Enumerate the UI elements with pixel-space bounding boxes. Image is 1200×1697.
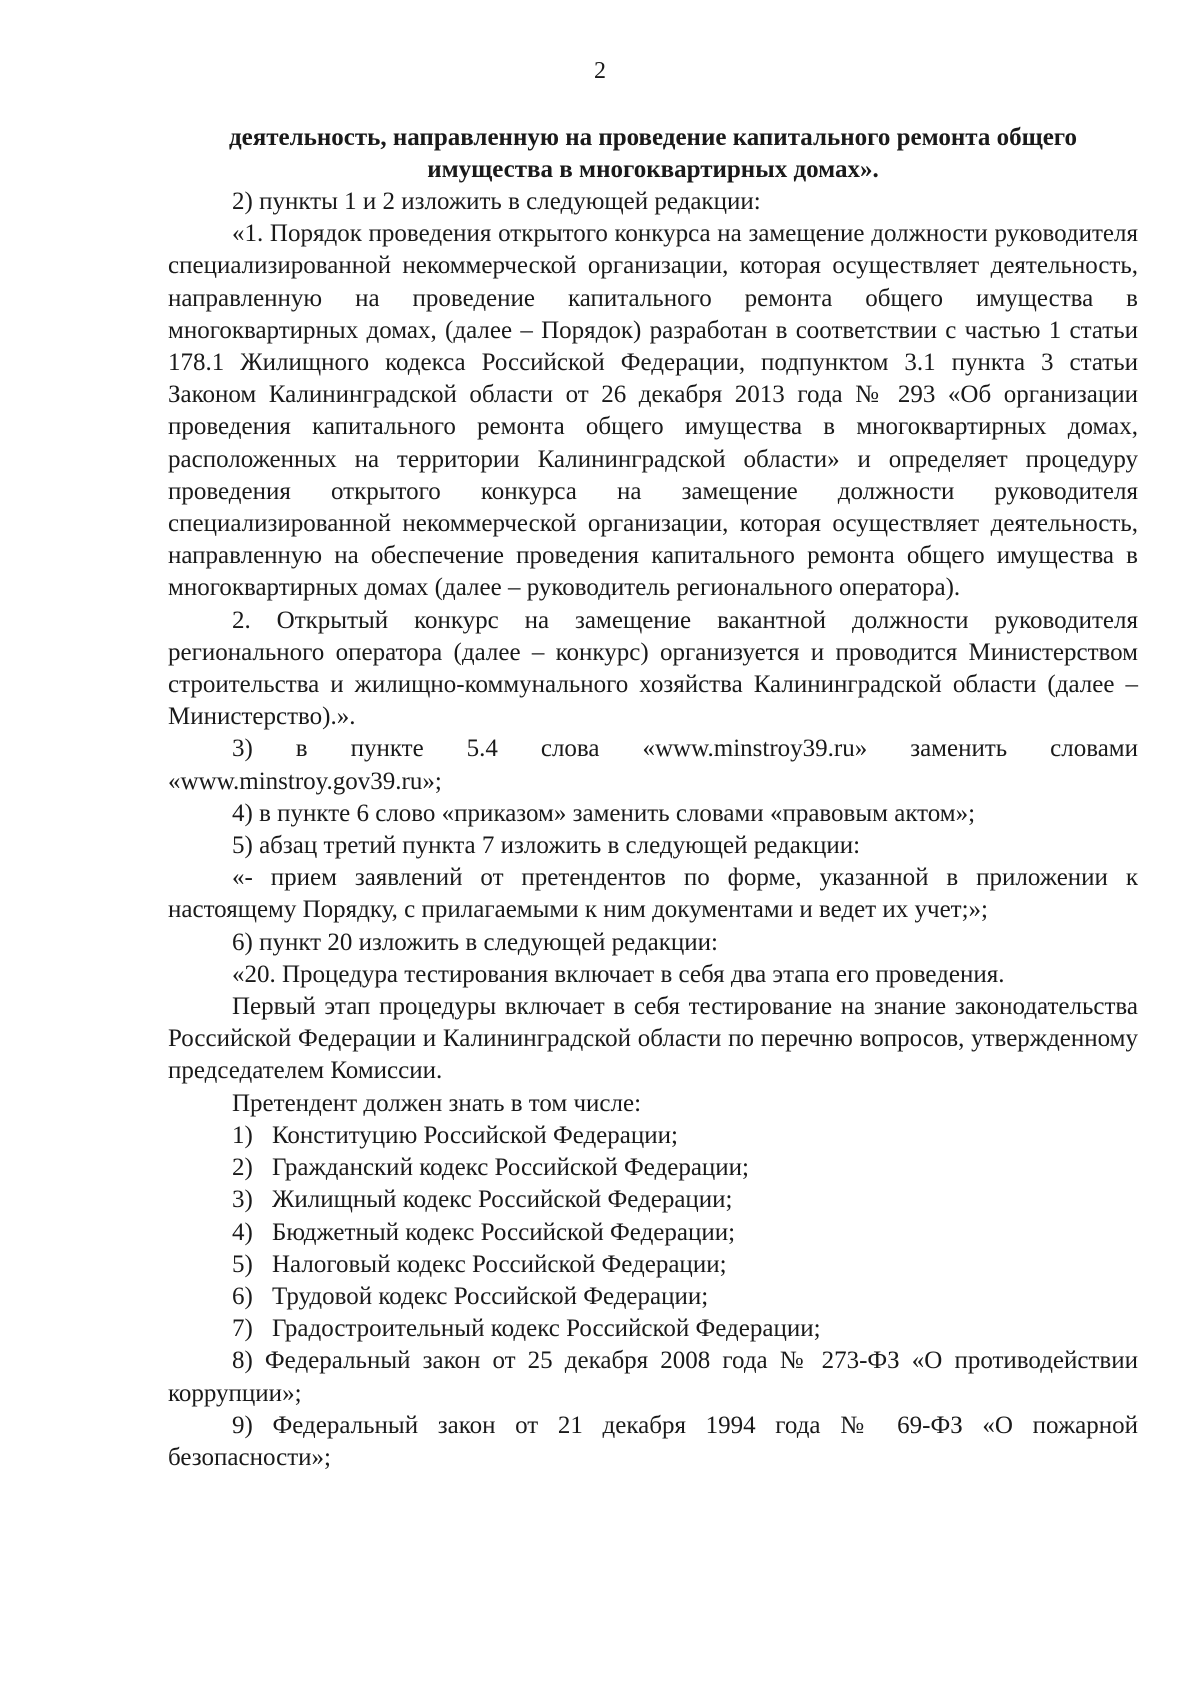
paragraph: 9) Федеральный закон от 21 декабря 1994 года № 69-ФЗ «О пожарной безопасности»; — [168, 1411, 1138, 1471]
list-item-text: Гражданский кодекс Российской Федерации; — [272, 1154, 750, 1182]
list-item — [168, 1249, 1138, 1281]
list-item-number: 4) — [232, 1218, 253, 1246]
list-item-number: 3) — [232, 1186, 253, 1214]
paragraph: 2) пункты 1 и 2 изложить в следующей редакции: — [232, 188, 761, 215]
paragraph: 5) абзац третий пункта 7 изложить в следующей редакции: — [232, 832, 861, 860]
list-item-number: 2) — [232, 1154, 253, 1182]
paragraph: «1. Порядок проведения открытого конкурса на замещение должности руководителя специализированной некоммерческой организации, которая осуществляет деятельность, направленную на проведение капитального ремонта общего имущества в многоквартирных домах, (далее – Порядок) разработан в соответствии с частью 1 статьи 178.1 Жилищного кодекса Российской Федерации, подпунктом 3.1 пункта 3 статьи Законом Калининградской области от 26 декабря 2013 года № 293 «Об организации проведения капитального ремонта общего имущества в многоквартирных домах, расположенных на территории Калининградской области» и определяет процедуру проведения открытого конкурса на замещение должности руководителя специализированной некоммерческой организации, которая осуществляет деятельность, направленную на обеспечение проведения капитального ремонта общего имущества в многоквартирных домах (далее – руководитель регионального оператора). — [168, 220, 1138, 602]
list-item-text: Налоговый кодекс Российской Федерации; — [272, 1250, 727, 1278]
list-item — [168, 1281, 1138, 1313]
paragraph: 6) пункт 20 изложить в следующей редакции: — [232, 928, 718, 956]
paragraph: 3) в пункте 5.4 слова «www.minstroy39.ru» заменить словами «www.minstroy.gov39.ru»; — [168, 735, 1138, 795]
list-item-number: 7) — [232, 1315, 253, 1343]
list-item-text: Бюджетный кодекс Российской Федерации; — [272, 1218, 736, 1246]
list-item — [168, 1217, 1138, 1249]
list-item-number: 6) — [232, 1282, 253, 1310]
list-item — [168, 1313, 1138, 1345]
list-item — [168, 1152, 1138, 1184]
list-item-text: Трудовой кодекс Российской Федерации; — [272, 1282, 709, 1310]
list-item — [168, 1120, 1138, 1152]
paragraph: 4) в пункте 6 слово «приказом» заменить словами «правовым актом»; — [232, 799, 976, 827]
paragraph: 8) Федеральный закон от 25 декабря 2008 года № 273-ФЗ «О противодействии коррупции»; — [168, 1347, 1138, 1407]
list-item-number: 5) — [232, 1250, 253, 1278]
continued-heading: деятельность, направленную на проведение капитального ремонта общего имущества в многоквартирных домах». — [228, 124, 1078, 183]
paragraph: «20. Процедура тестирования включает в себя два этапа его проведения. — [232, 960, 1005, 988]
paragraph: Первый этап процедуры включает в себя тестирование на знание законодательства Российской Федерации и Калининградской области по перечню вопросов, утвержденному председателем Комиссии. — [168, 993, 1138, 1085]
paragraph: «- прием заявлений от претендентов по форме, указанной в приложении к настоящему Порядку, с прилагаемыми к ним документами и ведет их учет;»; — [168, 864, 1138, 924]
list-item-text: Жилищный кодекс Российской Федерации; — [272, 1186, 733, 1214]
document-body — [168, 122, 1138, 1474]
page-number: 2 — [594, 58, 606, 84]
paragraph: Претендент должен знать в том числе: — [232, 1089, 642, 1117]
list-item-text: Градостроительный кодекс Российской Федерации; — [272, 1315, 821, 1343]
list-item-text: Конституцию Российской Федерации; — [272, 1121, 678, 1149]
list-item — [168, 1184, 1138, 1216]
paragraph: 2. Открытый конкурс на замещение вакантной должности руководителя регионального оператора (далее – конкурс) организуется и проводится Министерством строительства и жилищно-коммунального хозяйства Калининградской области (далее – Министерство).». — [168, 606, 1138, 731]
list-item-number: 1) — [232, 1121, 253, 1149]
